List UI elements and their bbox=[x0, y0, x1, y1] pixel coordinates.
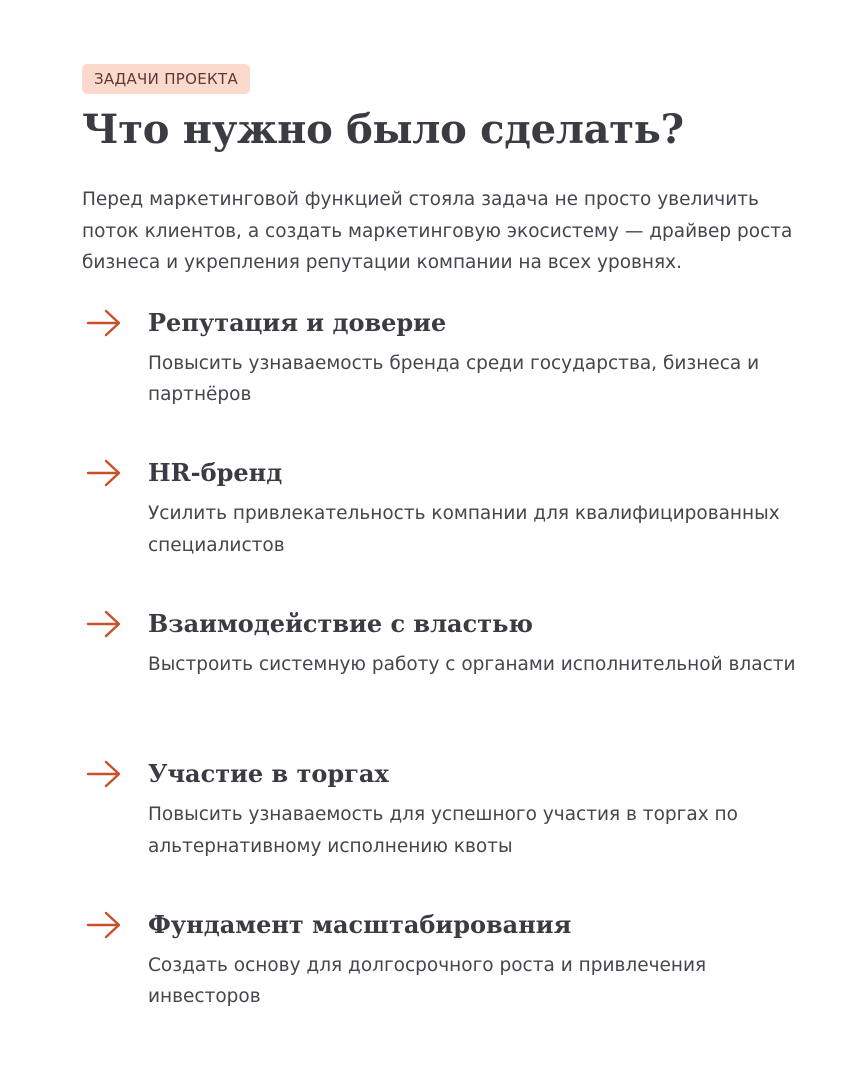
task-item-government bbox=[82, 608, 796, 759]
page-content bbox=[82, 64, 796, 1059]
task-item-hr-brand bbox=[82, 457, 792, 608]
task-title: HR-бренд bbox=[148, 458, 283, 487]
task-title: Репутация и доверие bbox=[148, 307, 447, 337]
arrow-right-icon bbox=[86, 309, 122, 337]
task-item-scaling bbox=[82, 909, 792, 1060]
task-title: Участие в торгах bbox=[148, 759, 389, 788]
task-description: Повысить узнаваемость бренда среди государства, бизнеса и партнёров bbox=[148, 352, 760, 405]
intro-paragraph: Перед маркетинговой функцией стояла задача не просто увеличить поток клиентов, а создать маркетинговую экосистему — драйвер роста бизнеса и укрепления репутации компании на всех уровнях. bbox=[82, 189, 793, 273]
arrow-right-icon bbox=[86, 459, 122, 487]
task-description: Усилить привлекательность компании для квалифицированных специалистов bbox=[148, 503, 780, 556]
task-description: Повысить узнаваемость для успешного участия в торгах по альтернативному исполнению квоты bbox=[148, 804, 738, 857]
arrow-right-icon bbox=[86, 911, 122, 939]
task-description: Создать основу для долгосрочного роста и привлечения инвесторов bbox=[148, 954, 707, 1007]
task-item-tenders bbox=[82, 758, 792, 909]
task-list bbox=[82, 307, 796, 1060]
task-title: Взаимодействие с властью bbox=[148, 608, 533, 638]
task-item-reputation bbox=[82, 307, 792, 458]
arrow-right-icon bbox=[86, 610, 122, 638]
section-tag: ЗАДАЧИ ПРОЕКТА bbox=[82, 64, 250, 94]
task-title: Фундамент масштабирования bbox=[148, 909, 572, 939]
arrow-right-icon bbox=[86, 760, 122, 788]
task-description: Выстроить системную работу с органами исполнительной власти bbox=[148, 653, 796, 675]
page-title: Что нужно было сделать? bbox=[82, 106, 684, 153]
